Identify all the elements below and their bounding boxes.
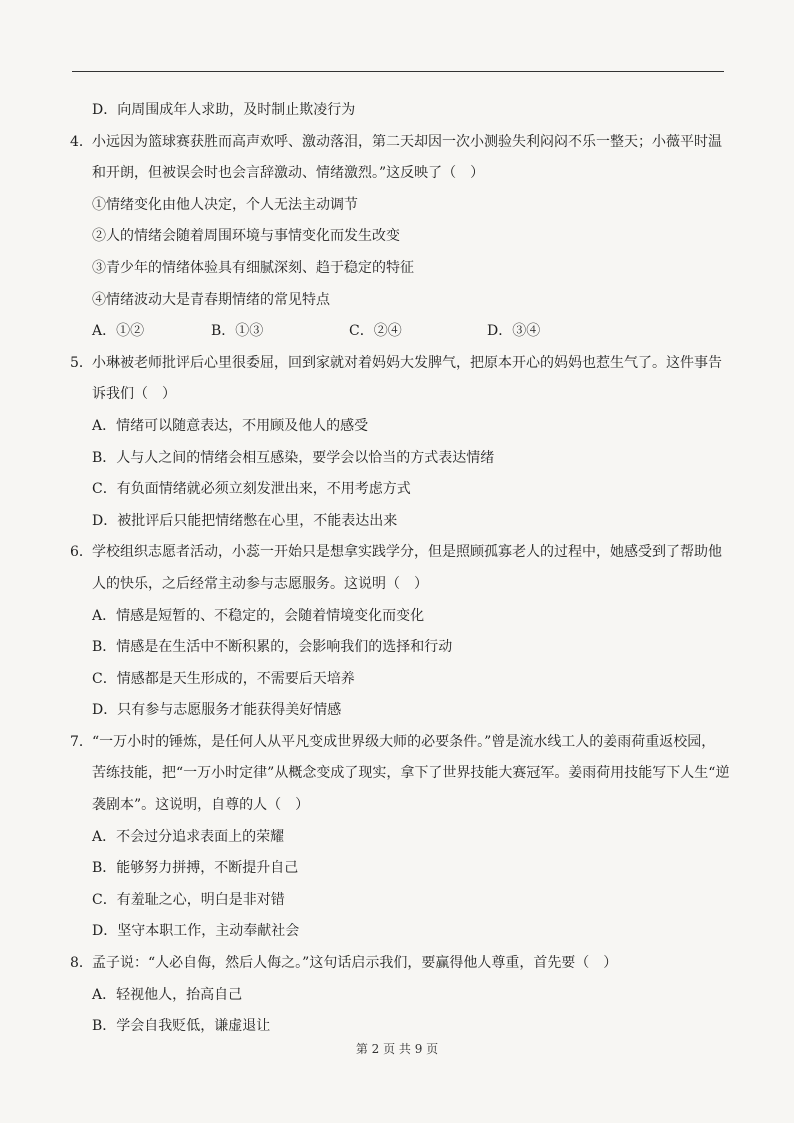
q5-stem-line-2: 诉我们（ ） [92, 386, 176, 403]
question-6 [70, 537, 730, 727]
q8-option-a: A．轻视他人，抬高自己 [92, 986, 243, 1003]
q6-option-a: A．情感是短暂的、不稳定的，会随着情境变化而变化 [92, 607, 425, 624]
q6-stem-line-1: 学校组织志愿者活动，小蕊一开始只是想拿实践学分，但是照顾孤寡老人的过程中，她感受到了帮助他 [92, 544, 722, 561]
q4-stem-line-1: 小远因为篮球赛获胜而高声欢呼、激动落泪，第二天却因一次小测验失利闷闷不乐一整天；小薇平时温 [92, 133, 722, 150]
q7-number: 7． [70, 733, 93, 750]
q8-stem-line-1: 孟子说：“人必自侮，然后人侮之。”这句话启示我们，要赢得他人尊重，首先要（ ） [92, 955, 618, 972]
q6-option-b: B．情感是在生活中不断积累的，会影响我们的选择和行动 [92, 639, 453, 656]
q5-option-d: D．被批评后只能把情绪憋在心里，不能表达出来 [92, 512, 398, 529]
page-number: 第 2 页 共 9 页 [355, 1042, 439, 1056]
q6-option-d: D．只有参与志愿服务才能获得美好情感 [92, 702, 342, 719]
q5-option-b: B．人与人之间的情绪会相互感染，要学会以恰当的方式表达情绪 [92, 449, 495, 466]
q7-option-c: C．有羞耻之心，明白是非对错 [92, 891, 285, 908]
q4-statement-4: ④情绪波动大是青春期情绪的常见特点 [92, 291, 330, 308]
q6-stem-line-2: 人的快乐，之后经常主动参与志愿服务。这说明（ ） [92, 575, 428, 592]
q4-stem-line-2: 和开朗，但被误会时也会言辞激动、情绪激烈。”这反映了（ ） [92, 165, 485, 182]
q4-option-b: B．①③ [211, 323, 264, 340]
q6-number: 6． [70, 544, 93, 561]
q4-statement-1: ①情绪变化由他人决定，个人无法主动调节 [92, 196, 358, 213]
q4-option-c: C．②④ [349, 323, 402, 340]
question-7 [70, 727, 730, 948]
q5-number: 5． [70, 354, 93, 371]
header-rule [72, 71, 724, 72]
q4-options [70, 316, 730, 348]
q8-number: 8． [70, 955, 93, 972]
q8-option-b: B．学会自我贬低，谦虚退让 [92, 1018, 271, 1035]
q7-stem-line-3: 袭剧本”。这说明，自尊的人（ ） [92, 797, 310, 814]
q4-number: 4． [70, 133, 93, 150]
q7-stem-line-2: 苦练技能，把“一万小时定律”从概念变成了现实，拿下了世界技能大赛冠军。姜雨荷用技能写下人生“逆 [92, 765, 730, 782]
q4-option-a: A．①② [92, 323, 145, 340]
q7-stem-line-1: “一万小时的锤炼，是任何人从平凡变成世界级大师的必要条件。”曾是流水线工人的姜雨荷重返校园， [92, 733, 716, 750]
q7-option-d: D．坚守本职工作，主动奉献社会 [92, 923, 300, 940]
q7-option-b: B．能够努力拼搏，不断提升自己 [92, 860, 299, 877]
q6-option-c: C．情感都是天生形成的，不需要后天培养 [92, 670, 355, 687]
q4-statement-3: ③青少年的情绪体验具有细腻深刻、趋于稳定的特征 [92, 259, 414, 276]
q3-option-d: D．向周围成年人求助，及时制止欺凌行为 [92, 102, 356, 118]
q5-option-c: C．有负面情绪就必须立刻发泄出来，不用考虑方式 [92, 481, 411, 498]
q5-option-a: A．情绪可以随意表达，不用顾及他人的感受 [92, 417, 369, 434]
q5-stem-line-1: 小琳被老师批评后心里很委屈，回到家就对着妈妈大发脾气，把原本开心的妈妈也惹生气了。这件事告 [92, 354, 722, 371]
question-8 [70, 948, 730, 1043]
question-list [70, 95, 730, 1043]
q4-statement-2: ②人的情绪会随着周围环境与事情变化而发生改变 [92, 228, 400, 245]
question-5 [70, 348, 730, 538]
question-4 [70, 127, 730, 348]
q7-option-a: A．不会过分追求表面上的荣耀 [92, 828, 285, 845]
q4-option-d: D．③④ [487, 323, 541, 340]
